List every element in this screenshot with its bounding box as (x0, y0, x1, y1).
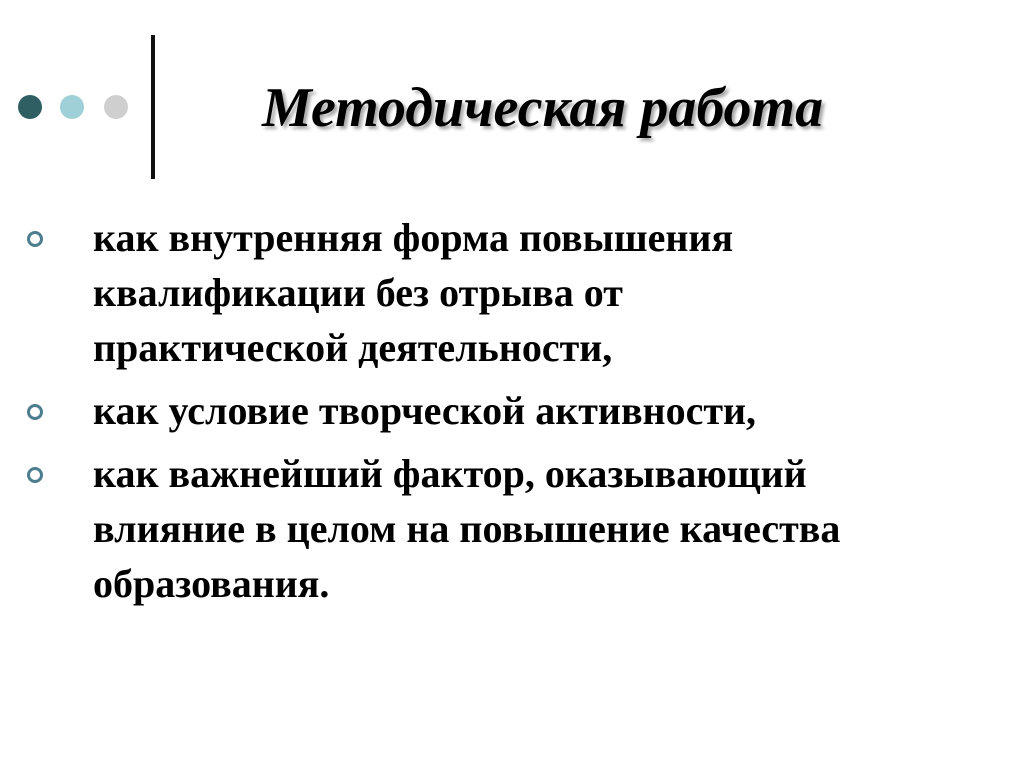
list-item (0, 383, 1024, 438)
bullet-text: как условие творческой активности, (93, 388, 757, 433)
dark-teal-dot-icon (18, 95, 42, 119)
vertical-divider (151, 35, 155, 179)
light-cyan-dot-icon (60, 95, 84, 119)
bullet-text: как важнейший фактор, оказывающий влияние в целом на повышение качества образования. (93, 451, 841, 606)
gray-dot-icon (104, 95, 128, 119)
hollow-circle-bullet-icon (27, 404, 43, 420)
list-item (0, 446, 1024, 611)
hollow-circle-bullet-icon (27, 231, 43, 247)
bullet-text: как внутренняя форма повышения квалификации без отрыва от практической деятельности, (93, 215, 734, 370)
slide-title: Методическая работа (262, 77, 824, 139)
hollow-circle-bullet-icon (27, 467, 43, 483)
bullet-list (0, 210, 1024, 619)
list-item (0, 210, 1024, 375)
